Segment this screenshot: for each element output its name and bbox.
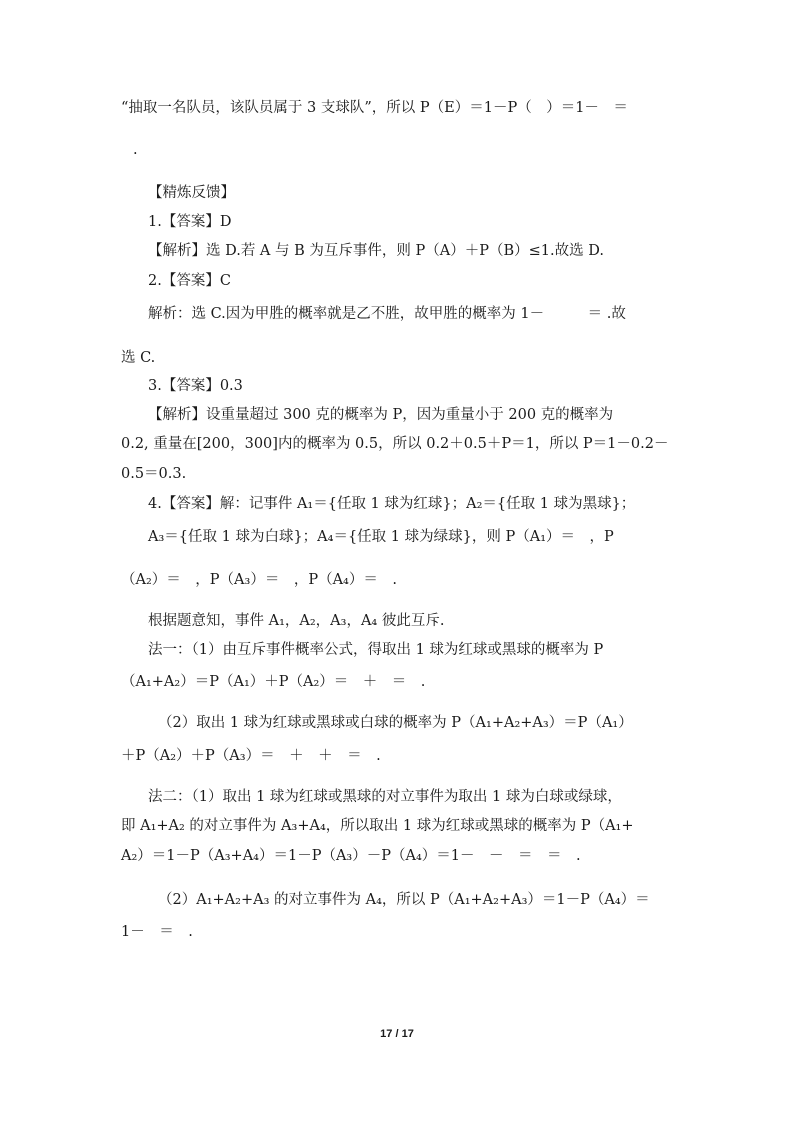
text-line: ＋P（A₂）＋P（A₃）＝ ＋ ＋ ＝ . <box>121 748 381 764</box>
text-line: 【解析】选 D.若 A 与 B 为互斥事件，则 P（A）＋P（B）≤1.故选 D. <box>148 243 604 259</box>
text-line: 法一：（1）由互斥事件概率公式，得取出 1 球为红球或黑球的概率为 P <box>148 642 604 658</box>
text-line: 解析：选 C.因为甲胜的概率就是乙不胜，故甲胜的概率为 1－ ＝ .故 <box>148 306 626 322</box>
text-line: 【解析】设重量超过 300 克的概率为 P，因为重量小于 200 克的概率为 <box>148 407 614 423</box>
text-line: （A₂）＝ ，P（A₃）＝ ，P（A₄）＝ . <box>121 572 397 588</box>
text-line: 0.2, 重量在[200，300]内的概率为 0.5，所以 0.2＋0.5＋P＝1，所以 P＝1－0.2－ <box>121 436 669 452</box>
text-line: . <box>133 142 138 158</box>
text-line: （2）A₁+A₂+A₃ 的对立事件为 A₄，所以 P（A₁+A₂+A₃）＝1－P（A₄）＝ <box>158 892 650 908</box>
text-line: 3.【答案】0.3 <box>148 378 243 394</box>
text-line: 0.5＝0.3. <box>121 466 187 482</box>
text-line: 1－ ＝ . <box>121 924 193 940</box>
text-line: 即 A₁+A₂ 的对立事件为 A₃+A₄，所以取出 1 球为红球或黑球的概率为 P（A₁+ <box>121 818 634 834</box>
text-line: 法二：（1）取出 1 球为红球或黑球的对立事件为取出 1 球为白球或绿球， <box>148 789 622 805</box>
text-line: 1.【答案】D <box>148 214 232 230</box>
text-line: 【精炼反馈】 <box>148 185 235 201</box>
page-number: 17 / 17 <box>380 1028 414 1040</box>
text-line: （2）取出 1 球为红球或黑球或白球的概率为 P（A₁+A₂+A₃）＝P（A₁） <box>158 715 633 731</box>
text-line: （A₁+A₂）＝P（A₁）＋P（A₂）＝ ＋ ＝ . <box>121 674 426 690</box>
text-line: A₃＝{任取 1 球为白球}；A₄＝{任取 1 球为绿球}，则 P（A₁）＝ ，P <box>148 529 614 545</box>
text-line: 根据题意知，事件 A₁，A₂，A₃，A₄ 彼此互斥. <box>148 613 445 629</box>
text-line: 4.【答案】解：记事件 A₁＝{任取 1 球为红球}；A₂＝{任取 1 球为黑球}； <box>148 496 636 512</box>
text-line: 2.【答案】C <box>148 273 231 289</box>
text-line: “抽取一名队员，该队员属于 3 支球队”，所以 P（E）＝1－P（ ）＝1－ ＝ <box>121 100 628 116</box>
text-line: 选 C. <box>121 350 156 366</box>
text-line: A₂）＝1－P（A₃+A₄）＝1－P（A₃）－P（A₄）＝1－ － ＝ ＝ . <box>121 848 581 864</box>
